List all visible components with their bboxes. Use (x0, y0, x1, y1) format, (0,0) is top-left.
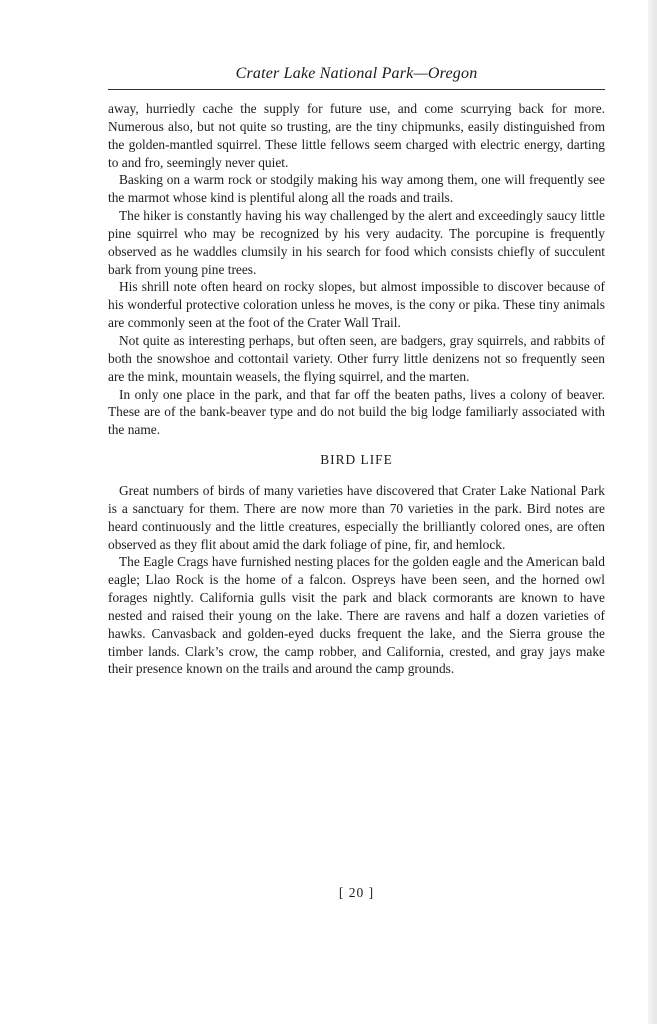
book-page (108, 0, 605, 1024)
section-heading-bird-life: BIRD LIFE (320, 452, 393, 468)
paragraph-beaver: In only one place in the park, and that far off the beaten paths, lives a colony of beaver. These are of the bank-beaver type and do not build the big lodge familiarly associated with the name. (108, 386, 605, 438)
paragraph-pika: His shrill note often heard on rocky slopes, but almost impossible to discover because of his wonderful protective coloration unless he moves, is the cony or pika. These tiny animals are commonly seen at the foot of the Crater Wall Trail. (108, 279, 605, 331)
paragraph-bird-sanctuary: Great numbers of birds of many varieties have discovered that Crater Lake National Park is a sanctuary for them. There are now more than 70 varieties in the park. Bird notes are heard continuously and the little creatures, especially the brilliantly colored ones, are often observed as they flit about amid the dark foliage of pine, fir, and hemlock. (108, 483, 605, 552)
page-edge-shadow (648, 0, 657, 1024)
paragraph-marmot: Basking on a warm rock or stodgily making his way among them, one will frequently see the marmot whose kind is plentiful along all the roads and trails. (108, 172, 605, 206)
body-text (108, 100, 605, 678)
running-head-title: Crater Lake National Park—Oregon (235, 65, 478, 82)
paragraph-eagle-crags: The Eagle Crags have furnished nesting places for the golden eagle and the American bald eagle; Llao Rock is the home of a falcon. Ospreys have been seen, and the horned owl forages nightly. California gulls visit the park and black cormorants are known to have nested and raised their young on the lake. There are ravens and half a dozen varieties of hawks. Canvasback and golden-eyed ducks frequent the lake, and the Sierra grouse the timber lands. Clark’s crow, the camp robber, and California, crested, and gray jays make their presence known on the trails and around the camp grounds. (108, 554, 605, 677)
page-number: [ 20 ] (338, 885, 375, 900)
paragraph-pine-squirrel: The hiker is constantly having his way challenged by the alert and exceedingly saucy little pine squirrel who may be recognized by his very audacity. The porcupine is frequently observed as he waddles clumsily in his search for food which consists chiefly of succulent bark from young pine trees. (108, 208, 605, 277)
header-rule (108, 89, 605, 90)
paragraph-continued: away, hurriedly cache the supply for future use, and come scurrying back for more. Numerous also, but not quite so trusting, are the tiny chipmunks, easily distinguished from the golden-mantled squirrel. These little fellows seem charged with electric energy, darting to and fro, seemingly never quiet. (108, 101, 605, 170)
paragraph-badgers: Not quite as interesting perhaps, but often seen, are badgers, gray squirrels, and rabbits of both the snowshoe and cottontail variety. Other furry little denizens not so frequently seen are the mink, mountain weasels, the flying squirrel, and the marten. (108, 332, 605, 384)
